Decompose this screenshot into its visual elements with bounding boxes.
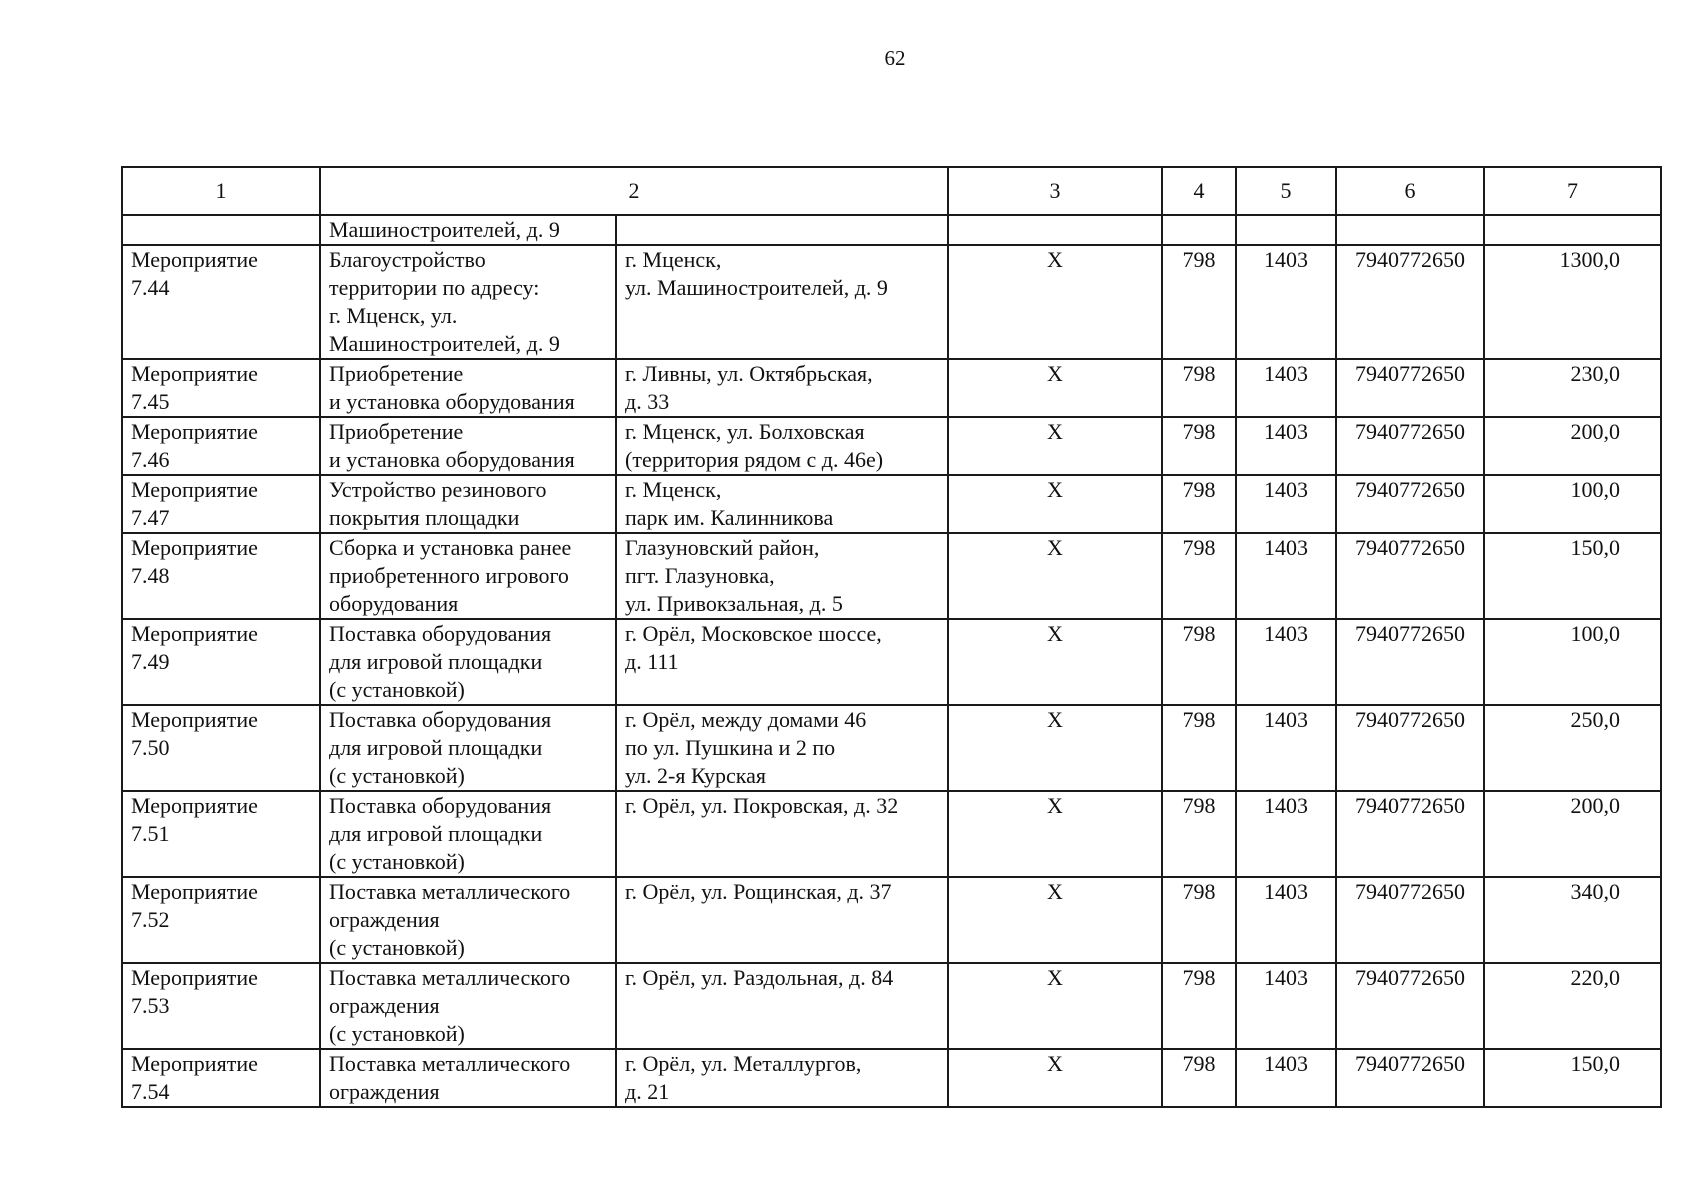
table-row xyxy=(122,417,1661,475)
address-cell-line: д. 21 xyxy=(625,1079,670,1104)
table-row xyxy=(122,705,1661,791)
address-cell-line: (территория рядом с д. 46е) xyxy=(625,447,884,472)
header-cell-7: 7 xyxy=(1484,167,1661,215)
work-description-cell-line: Устройство резинового xyxy=(329,477,547,502)
column-5-cell: 1403 xyxy=(1236,705,1336,791)
column-6-cell: 7940772650 xyxy=(1336,533,1484,619)
work-description-cell-line: территории по адресу: xyxy=(329,275,540,300)
work-description-cell-line: ограждения xyxy=(329,1079,440,1104)
event-name-cell xyxy=(122,245,320,359)
continuation-row xyxy=(122,215,1661,245)
work-description-cell-line: ограждения xyxy=(329,907,440,932)
column-4-cell: 798 xyxy=(1162,533,1236,619)
continuation-cell-address xyxy=(616,215,948,245)
continuation-cell-6 xyxy=(1336,215,1484,245)
column-5-cell: 1403 xyxy=(1236,877,1336,963)
event-name-cell xyxy=(122,1049,320,1107)
work-description-cell-line: Поставка оборудования xyxy=(329,621,552,646)
column-6-cell: 7940772650 xyxy=(1336,417,1484,475)
table-row xyxy=(122,877,1661,963)
work-description-cell-line: Поставка оборудования xyxy=(329,793,552,818)
column-6-cell: 7940772650 xyxy=(1336,245,1484,359)
event-name-cell-line: Мероприятие xyxy=(131,621,258,646)
event-name-cell-line: 7.52 xyxy=(131,907,170,932)
column-6-cell: 7940772650 xyxy=(1336,791,1484,877)
work-description-cell-line: (с установкой) xyxy=(329,763,465,788)
work-description-cell-line: (с установкой) xyxy=(329,1021,465,1046)
column-5-cell: 1403 xyxy=(1236,963,1336,1049)
work-description-cell xyxy=(320,791,616,877)
column-6-cell: 7940772650 xyxy=(1336,619,1484,705)
event-name-cell xyxy=(122,791,320,877)
work-description-cell xyxy=(320,963,616,1049)
column-4-cell: 798 xyxy=(1162,963,1236,1049)
header-cell-2: 2 xyxy=(320,167,948,215)
table-row xyxy=(122,359,1661,417)
column-4-cell: 798 xyxy=(1162,705,1236,791)
column-4-cell: 798 xyxy=(1162,359,1236,417)
table-body xyxy=(122,167,1661,1107)
address-cell-line: г. Мценск, xyxy=(625,477,722,502)
event-name-cell xyxy=(122,533,320,619)
column-3-cell: Х xyxy=(948,877,1162,963)
table-row xyxy=(122,533,1661,619)
address-cell-line: д. 33 xyxy=(625,389,670,414)
event-name-cell-line: Мероприятие xyxy=(131,419,258,444)
address-cell xyxy=(616,1049,948,1107)
event-name-cell-line: Мероприятие xyxy=(131,535,258,560)
work-description-cell xyxy=(320,705,616,791)
header-cell-3: 3 xyxy=(948,167,1162,215)
event-name-cell-line: 7.44 xyxy=(131,275,170,300)
event-name-cell-line: Мероприятие xyxy=(131,361,258,386)
work-description-cell-line: (с установкой) xyxy=(329,677,465,702)
address-cell-line: г. Орёл, ул. Металлургов, xyxy=(625,1051,862,1076)
continuation-cell-5 xyxy=(1236,215,1336,245)
work-description-cell-line: Благоустройство xyxy=(329,247,486,272)
column-4-cell: 798 xyxy=(1162,245,1236,359)
column-6-cell: 7940772650 xyxy=(1336,705,1484,791)
column-5-cell: 1403 xyxy=(1236,359,1336,417)
event-name-cell-line: 7.48 xyxy=(131,563,170,588)
address-cell-line: ул. Привокзальная, д. 5 xyxy=(625,591,843,616)
continuation-cell-work: Машиностроителей, д. 9 xyxy=(320,215,616,245)
amount-cell: 200,0 xyxy=(1484,417,1661,475)
address-cell xyxy=(616,245,948,359)
column-5-cell: 1403 xyxy=(1236,475,1336,533)
table-row xyxy=(122,791,1661,877)
header-cell-5: 5 xyxy=(1236,167,1336,215)
header-cell-4: 4 xyxy=(1162,167,1236,215)
address-cell xyxy=(616,533,948,619)
document-table xyxy=(121,166,1662,1108)
table-row xyxy=(122,1049,1661,1107)
work-description-cell-line: для игровой площадки xyxy=(329,735,543,760)
amount-cell: 100,0 xyxy=(1484,475,1661,533)
amount-cell: 200,0 xyxy=(1484,791,1661,877)
work-description-cell-line: Сборка и установка ранее xyxy=(329,535,572,560)
event-name-cell-line: Мероприятие xyxy=(131,965,258,990)
work-description-cell-line: Поставка металлического xyxy=(329,965,571,990)
address-cell xyxy=(616,705,948,791)
continuation-cell-4 xyxy=(1162,215,1236,245)
event-name-cell xyxy=(122,705,320,791)
column-6-cell: 7940772650 xyxy=(1336,475,1484,533)
work-description-cell-line: г. Мценск, ул. xyxy=(329,303,458,328)
work-description-cell-line: и установка оборудования xyxy=(329,389,575,414)
column-3-cell: Х xyxy=(948,791,1162,877)
column-3-cell: Х xyxy=(948,705,1162,791)
work-description-cell-line: Поставка металлического xyxy=(329,1051,571,1076)
address-cell-line: ул. Машиностроителей, д. 9 xyxy=(625,275,888,300)
event-name-cell-line: 7.51 xyxy=(131,821,170,846)
amount-cell: 150,0 xyxy=(1484,1049,1661,1107)
table-row xyxy=(122,963,1661,1049)
column-3-cell: Х xyxy=(948,245,1162,359)
document-table-container xyxy=(121,166,1660,1108)
address-cell-line: г. Орёл, ул. Рощинская, д. 37 xyxy=(625,879,892,904)
address-cell-line: г. Мценск, xyxy=(625,247,722,272)
work-description-cell-line: приобретенного игрового xyxy=(329,563,569,588)
address-cell xyxy=(616,475,948,533)
event-name-cell xyxy=(122,619,320,705)
column-5-cell: 1403 xyxy=(1236,619,1336,705)
address-cell-line: парк им. Калинникова xyxy=(625,505,834,530)
amount-cell: 220,0 xyxy=(1484,963,1661,1049)
event-name-cell-line: Мероприятие xyxy=(131,879,258,904)
event-name-cell-line: 7.47 xyxy=(131,505,170,530)
address-cell-line: ул. 2-я Курская xyxy=(625,763,766,788)
column-6-cell: 7940772650 xyxy=(1336,963,1484,1049)
work-description-cell xyxy=(320,619,616,705)
amount-cell: 250,0 xyxy=(1484,705,1661,791)
column-3-cell: Х xyxy=(948,619,1162,705)
column-3-cell: Х xyxy=(948,359,1162,417)
event-name-cell-line: Мероприятие xyxy=(131,793,258,818)
column-4-cell: 798 xyxy=(1162,877,1236,963)
address-cell xyxy=(616,417,948,475)
amount-cell: 230,0 xyxy=(1484,359,1661,417)
event-name-cell xyxy=(122,877,320,963)
work-description-cell-line: покрытия площадки xyxy=(329,505,520,530)
column-6-cell: 7940772650 xyxy=(1336,359,1484,417)
table-row xyxy=(122,475,1661,533)
event-name-cell-line: 7.49 xyxy=(131,649,170,674)
work-description-cell-line: Приобретение xyxy=(329,361,464,386)
column-4-cell: 798 xyxy=(1162,475,1236,533)
column-4-cell: 798 xyxy=(1162,417,1236,475)
work-description-cell xyxy=(320,877,616,963)
address-cell-line: г. Орёл, ул. Раздольная, д. 84 xyxy=(625,965,894,990)
work-description-cell-line: (с установкой) xyxy=(329,849,465,874)
column-5-cell: 1403 xyxy=(1236,533,1336,619)
event-name-cell-line: Мероприятие xyxy=(131,477,258,502)
header-row xyxy=(122,167,1661,215)
address-cell-line: г. Орёл, Московское шоссе, xyxy=(625,621,882,646)
address-cell xyxy=(616,619,948,705)
work-description-cell-line: ограждения xyxy=(329,993,440,1018)
address-cell-line: д. 111 xyxy=(625,649,679,674)
work-description-cell-line: для игровой площадки xyxy=(329,821,543,846)
work-description-cell-line: Машиностроителей, д. 9 xyxy=(329,331,560,356)
column-6-cell: 7940772650 xyxy=(1336,877,1484,963)
work-description-cell-line: оборудования xyxy=(329,591,459,616)
address-cell-line: г. Орёл, ул. Покровская, д. 32 xyxy=(625,793,899,818)
column-4-cell: 798 xyxy=(1162,1049,1236,1107)
column-5-cell: 1403 xyxy=(1236,417,1336,475)
column-6-cell: 7940772650 xyxy=(1336,1049,1484,1107)
amount-cell: 340,0 xyxy=(1484,877,1661,963)
address-cell xyxy=(616,877,948,963)
event-name-cell-line: Мероприятие xyxy=(131,1051,258,1076)
column-5-cell: 1403 xyxy=(1236,245,1336,359)
event-name-cell xyxy=(122,359,320,417)
table-row xyxy=(122,245,1661,359)
work-description-cell-line: (с установкой) xyxy=(329,935,465,960)
amount-cell: 150,0 xyxy=(1484,533,1661,619)
column-3-cell: Х xyxy=(948,963,1162,1049)
event-name-cell-line: 7.53 xyxy=(131,993,170,1018)
column-3-cell: Х xyxy=(948,1049,1162,1107)
event-name-cell-line: Мероприятие xyxy=(131,247,258,272)
work-description-cell xyxy=(320,245,616,359)
address-cell-line: г. Орёл, между домами 46 xyxy=(625,707,867,732)
column-5-cell: 1403 xyxy=(1236,791,1336,877)
address-cell-line: г. Ливны, ул. Октябрьская, xyxy=(625,361,873,386)
column-3-cell: Х xyxy=(948,417,1162,475)
header-cell-6: 6 xyxy=(1336,167,1484,215)
address-cell-line: Глазуновский район, xyxy=(625,535,820,560)
address-cell-line: пгт. Глазуновка, xyxy=(625,563,775,588)
continuation-cell-7 xyxy=(1484,215,1661,245)
amount-cell: 100,0 xyxy=(1484,619,1661,705)
address-cell xyxy=(616,963,948,1049)
work-description-cell-line: Поставка оборудования xyxy=(329,707,552,732)
column-4-cell: 798 xyxy=(1162,791,1236,877)
event-name-cell xyxy=(122,475,320,533)
table-row xyxy=(122,619,1661,705)
event-name-cell xyxy=(122,417,320,475)
column-3-cell: Х xyxy=(948,533,1162,619)
work-description-cell-line: для игровой площадки xyxy=(329,649,543,674)
work-description-cell-line: Поставка металлического xyxy=(329,879,571,904)
work-description-cell xyxy=(320,417,616,475)
column-4-cell: 798 xyxy=(1162,619,1236,705)
work-description-cell xyxy=(320,475,616,533)
address-cell xyxy=(616,359,948,417)
event-name-cell-line: 7.45 xyxy=(131,389,170,414)
event-name-cell-line: 7.54 xyxy=(131,1079,170,1104)
address-cell-line: по ул. Пушкина и 2 по xyxy=(625,735,836,760)
work-description-cell-line: и установка оборудования xyxy=(329,447,575,472)
column-3-cell: Х xyxy=(948,475,1162,533)
continuation-cell-1 xyxy=(122,215,320,245)
page-number: 62 xyxy=(884,46,906,70)
address-cell xyxy=(616,791,948,877)
event-name-cell-line: 7.50 xyxy=(131,735,170,760)
address-cell-line: г. Мценск, ул. Болховская xyxy=(625,419,865,444)
work-description-cell xyxy=(320,533,616,619)
work-description-cell-line: Приобретение xyxy=(329,419,464,444)
event-name-cell xyxy=(122,963,320,1049)
event-name-cell-line: 7.46 xyxy=(131,447,170,472)
continuation-cell-3 xyxy=(948,215,1162,245)
amount-cell: 1300,0 xyxy=(1484,245,1661,359)
header-cell-1: 1 xyxy=(122,167,320,215)
work-description-cell xyxy=(320,359,616,417)
column-5-cell: 1403 xyxy=(1236,1049,1336,1107)
work-description-cell xyxy=(320,1049,616,1107)
event-name-cell-line: Мероприятие xyxy=(131,707,258,732)
